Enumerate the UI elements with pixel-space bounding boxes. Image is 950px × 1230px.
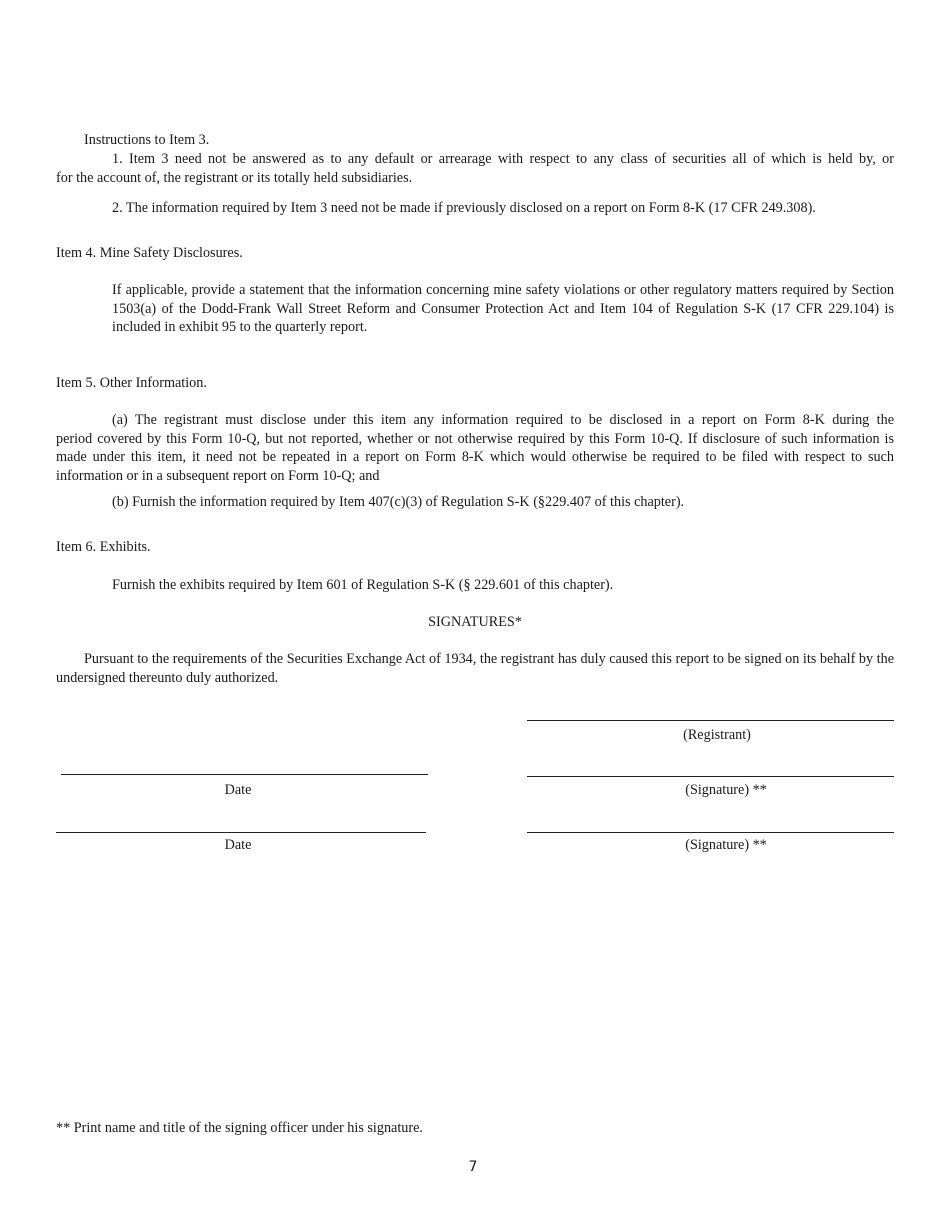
item3-instruction-2: 2. The information required by Item 3 need not be made if previously disclosed on a report on Form 8-K (17 CFR 249.308). xyxy=(112,200,816,216)
item6-body: Furnish the exhibits required by Item 601 of Regulation S-K (§ 229.601 of this chapter). xyxy=(112,577,614,593)
page-number: 7 xyxy=(468,1159,478,1175)
registrant-signature-line xyxy=(527,720,894,721)
item3-instruction-1-rest: for the account of, the registrant or its totally held subsidiaries. xyxy=(56,169,413,186)
item3-instruction-1 xyxy=(56,150,894,187)
signature-label-1: (Signature) ** xyxy=(685,782,767,798)
signature-line-2 xyxy=(527,832,894,833)
item6-heading: Item 6. Exhibits. xyxy=(56,539,151,555)
item3-instructions-heading: Instructions to Item 3. xyxy=(84,132,210,148)
item5-heading: Item 5. Other Information. xyxy=(56,375,207,391)
signature-line-1 xyxy=(527,776,894,777)
date-label-2: Date xyxy=(224,837,252,853)
item5-paragraph-b: (b) Furnish the information required by Item 407(c)(3) of Regulation S-K (§229.407 of this chapter). xyxy=(112,494,685,510)
item4-heading: Item 4. Mine Safety Disclosures. xyxy=(56,245,243,261)
item5-paragraph-a xyxy=(56,411,894,486)
item5-paragraph-a-rest: period covered by this Form 10-Q, but not reported, whether or not otherwise required by this Form 10-Q. If disclosure of such information is made under this item, it need not be repeated in a report on Form 8-K which would otherwise be required to be filed with respect to such information or in a subsequent report on Form 10-Q; and xyxy=(56,430,894,485)
item3-instruction-1-first-line: 1. Item 3 need not be answered as to any default or arrearage with respect to any class of securities all of which is held by, or xyxy=(112,151,894,167)
signature-label-2: (Signature) ** xyxy=(685,837,767,853)
date-label-1: Date xyxy=(224,782,252,798)
registrant-label: (Registrant) xyxy=(683,727,751,743)
signatures-title: SIGNATURES* xyxy=(428,614,522,630)
signatures-statement: Pursuant to the requirements of the Securities Exchange Act of 1934, the registrant has duly caused this report to be signed on its behalf by the undersigned thereunto duly authorized. xyxy=(56,651,894,686)
item5-paragraph-a-first-line: (a) The registrant must disclose under this item any information required to be disclosed in a report on Form 8-K during the xyxy=(112,412,894,428)
footnote: ** Print name and title of the signing officer under his signature. xyxy=(56,1120,423,1136)
item4-body: If applicable, provide a statement that the information concerning mine safety violations or other regulatory matters required by Section 1503(a) of the Dodd-Frank Wall Street Reform and Consumer Protection Act and Item 104 of Regulation S-K (17 CFR 229.104) is included in exhibit 95 to the quarterly report. xyxy=(112,282,894,336)
date-line-2 xyxy=(56,832,426,833)
date-line-1 xyxy=(61,774,428,775)
